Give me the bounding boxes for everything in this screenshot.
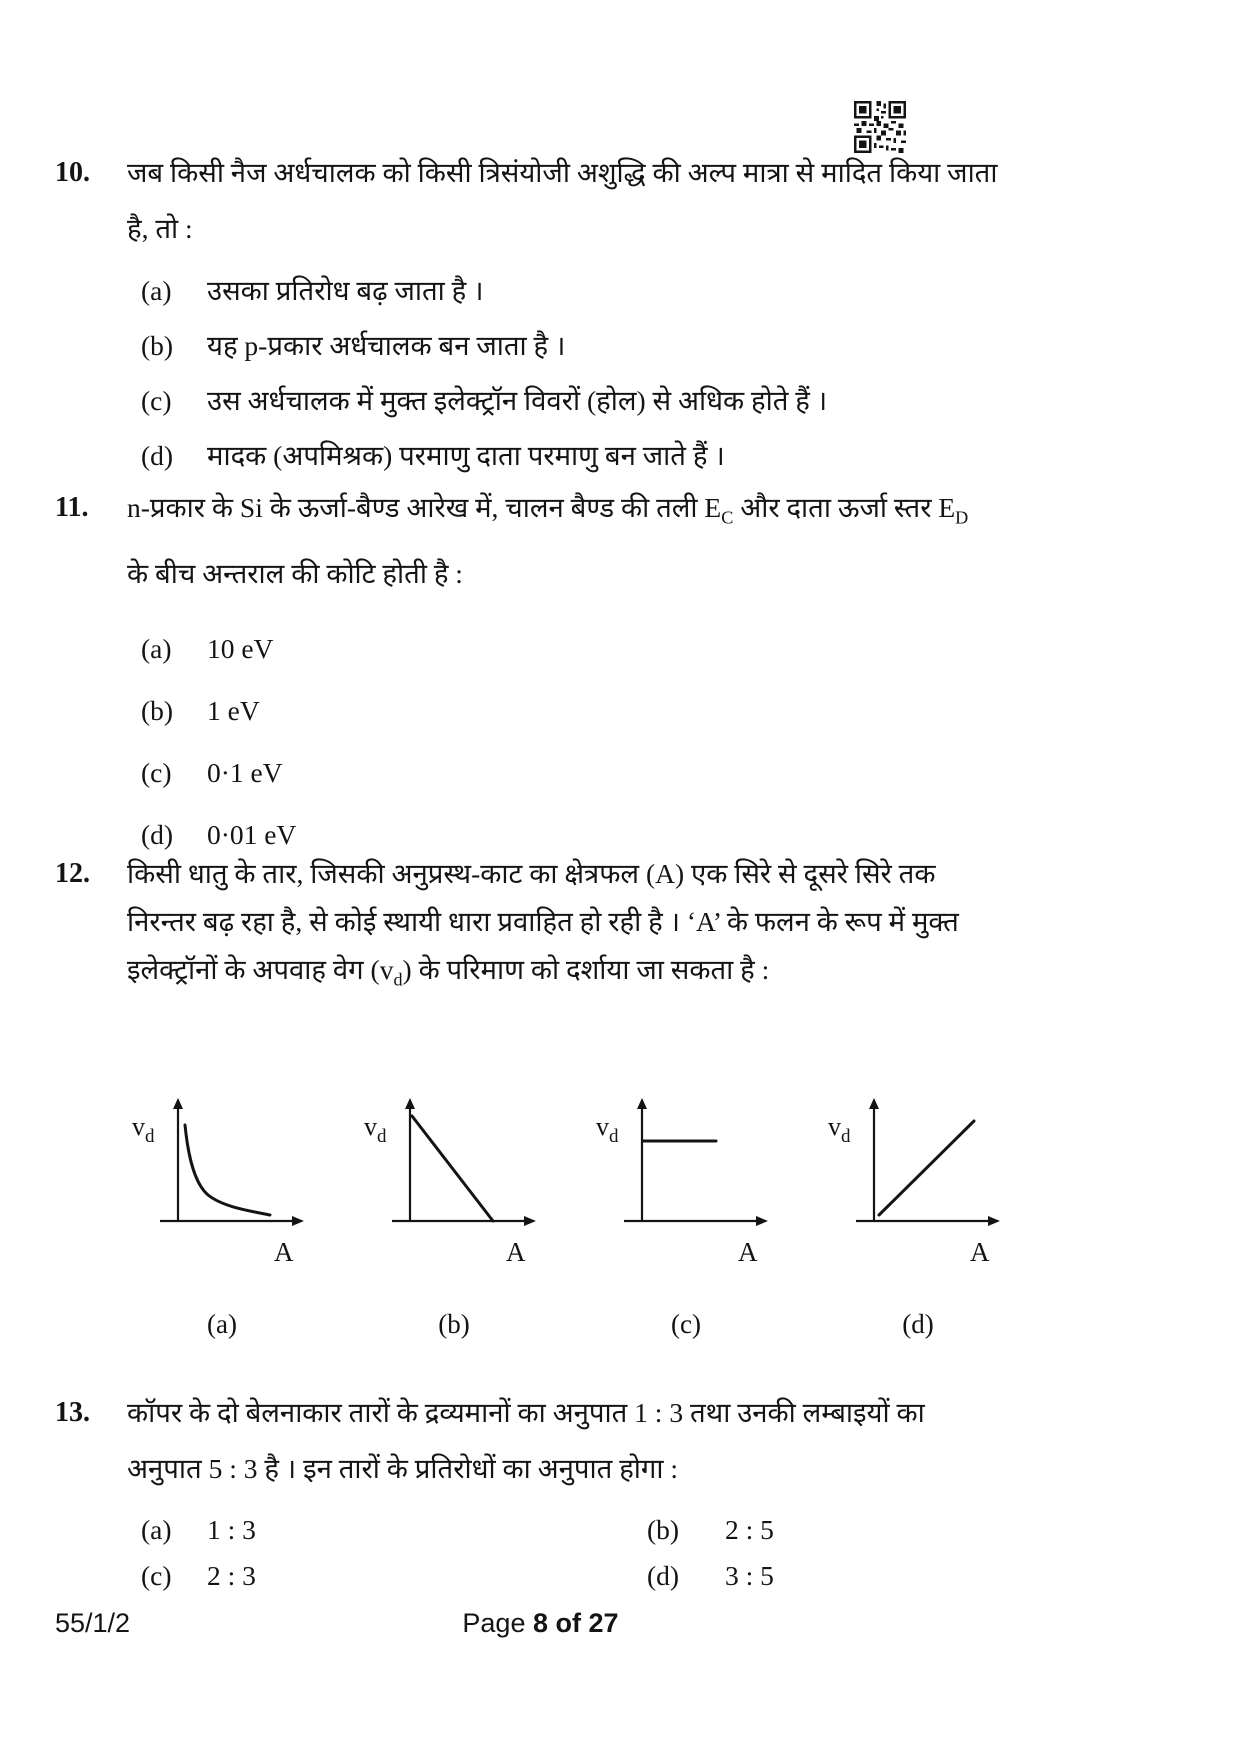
question-12-text: किसी धातु के तार, जिसकी अनुप्रस्थ-काट का क्षेत्रफल (A) एक सिरे से दूसरे सिरे तक निरन्तर बढ़ रहा है, से कोई स्थायी धारा प्रवाहित हो रही है । ‘A’ के फलन के रूप में मुक्त इलेक्ट्रॉनों के अपवाह वेग $(v_d)$ के परिमाण को दर्शाया जा सकता है : <box>127 858 959 990</box>
svg-text:A: A <box>970 1237 990 1267</box>
graph-c <box>592 1095 780 1340</box>
up-arrow-icon <box>869 1098 879 1109</box>
up-arrow-icon <box>173 1098 183 1109</box>
svg-text:A: A <box>738 1237 758 1267</box>
graph-d-label: (d) <box>902 1309 934 1339</box>
svg-text:A: A <box>506 1237 526 1267</box>
option-a: (a) 10 eV <box>141 632 274 664</box>
graph-a <box>128 1095 316 1340</box>
right-arrow-icon <box>988 1216 1000 1226</box>
option-b: (b) 1 eV <box>141 694 260 726</box>
right-arrow-icon <box>756 1216 768 1226</box>
svg-text:vd: $v_d$ <box>828 1112 851 1147</box>
question-10-number: 10. <box>55 157 90 188</box>
question-13 <box>55 1385 1013 1599</box>
up-arrow-icon <box>405 1098 415 1109</box>
page-indicator: Page 8 of 27 <box>462 1608 619 1638</box>
curve-linear-increasing <box>879 1121 974 1215</box>
option-c: (c) 0·1 eV <box>141 756 283 788</box>
option-c: (c) 2 : 3 <box>141 1560 256 1591</box>
curve-linear-decreasing <box>412 1116 493 1221</box>
question-13-options <box>127 1507 1013 1599</box>
question-11-number: 11. <box>55 492 89 523</box>
graph-a-label: (a) <box>207 1309 237 1339</box>
curve-hyperbolic-decay <box>185 1125 270 1215</box>
question-13-text: कॉपर के दो बेलनाकार तारों के द्रव्यमानों का अनुपात 1 : 3 तथा उनकी लम्बाइयों का अनुपात 5 : 3 है । इन तारों के प्रतिरोधों का अनुपात होगा : <box>127 1397 925 1484</box>
question-12 <box>55 850 1013 1004</box>
question-12-graphs <box>128 1095 1012 1340</box>
right-arrow-icon <box>292 1216 304 1226</box>
svg-text:vd: $v_d$ <box>364 1112 387 1147</box>
option-d: (d) मादक (अपमिश्रक) परमाणु दाता परमाणु बन जाते हैं । <box>141 440 725 471</box>
question-11-options <box>127 618 1013 866</box>
graph-b-label: (b) <box>438 1309 470 1339</box>
right-arrow-icon <box>524 1216 536 1226</box>
graph-d <box>824 1095 1012 1340</box>
option-b: (b) 2 : 5 <box>647 1514 774 1545</box>
question-13-number: 13. <box>55 1397 90 1428</box>
option-a: (a) 1 : 3 <box>141 1514 256 1545</box>
question-10 <box>55 145 1013 483</box>
paper-code: 55/1/2 <box>55 1608 131 1638</box>
option-d: (d) 3 : 5 <box>647 1560 774 1591</box>
question-11-text: n-प्रकार के Si के ऊर्जा-बैण्ड आरेख में, चालन बैण्ड की तली $E_C$ और दाता ऊर्जा स्तर $E_D$ के बीच अन्तराल की कोटि होती है : <box>127 492 969 589</box>
question-10-options <box>127 263 1013 483</box>
question-11 <box>55 480 1013 866</box>
question-12-number: 12. <box>55 858 90 889</box>
graph-c-label: (c) <box>671 1309 701 1339</box>
svg-text:vd: $v_d$ <box>132 1112 155 1147</box>
option-a: (a) उसका प्रतिरोध बढ़ जाता है । <box>141 275 484 306</box>
svg-text:A: A <box>274 1237 294 1267</box>
option-b: (b) यह p-प्रकार अर्धचालक बन जाता है । <box>141 330 566 361</box>
graph-b <box>360 1095 548 1340</box>
svg-text:vd: $v_d$ <box>596 1112 619 1147</box>
option-c: (c) उस अर्धचालक में मुक्त इलेक्ट्रॉन विवरों (होल) से अधिक होते हैं । <box>141 385 828 416</box>
page-footer <box>55 1608 1166 1648</box>
up-arrow-icon <box>637 1098 647 1109</box>
question-10-text: जब किसी नैज अर्धचालक को किसी त्रिसंयोजी अशुद्धि की अल्प मात्रा से मादित किया जाता है, तो : <box>127 157 998 244</box>
option-d: (d) 0·01 eV <box>141 818 297 850</box>
